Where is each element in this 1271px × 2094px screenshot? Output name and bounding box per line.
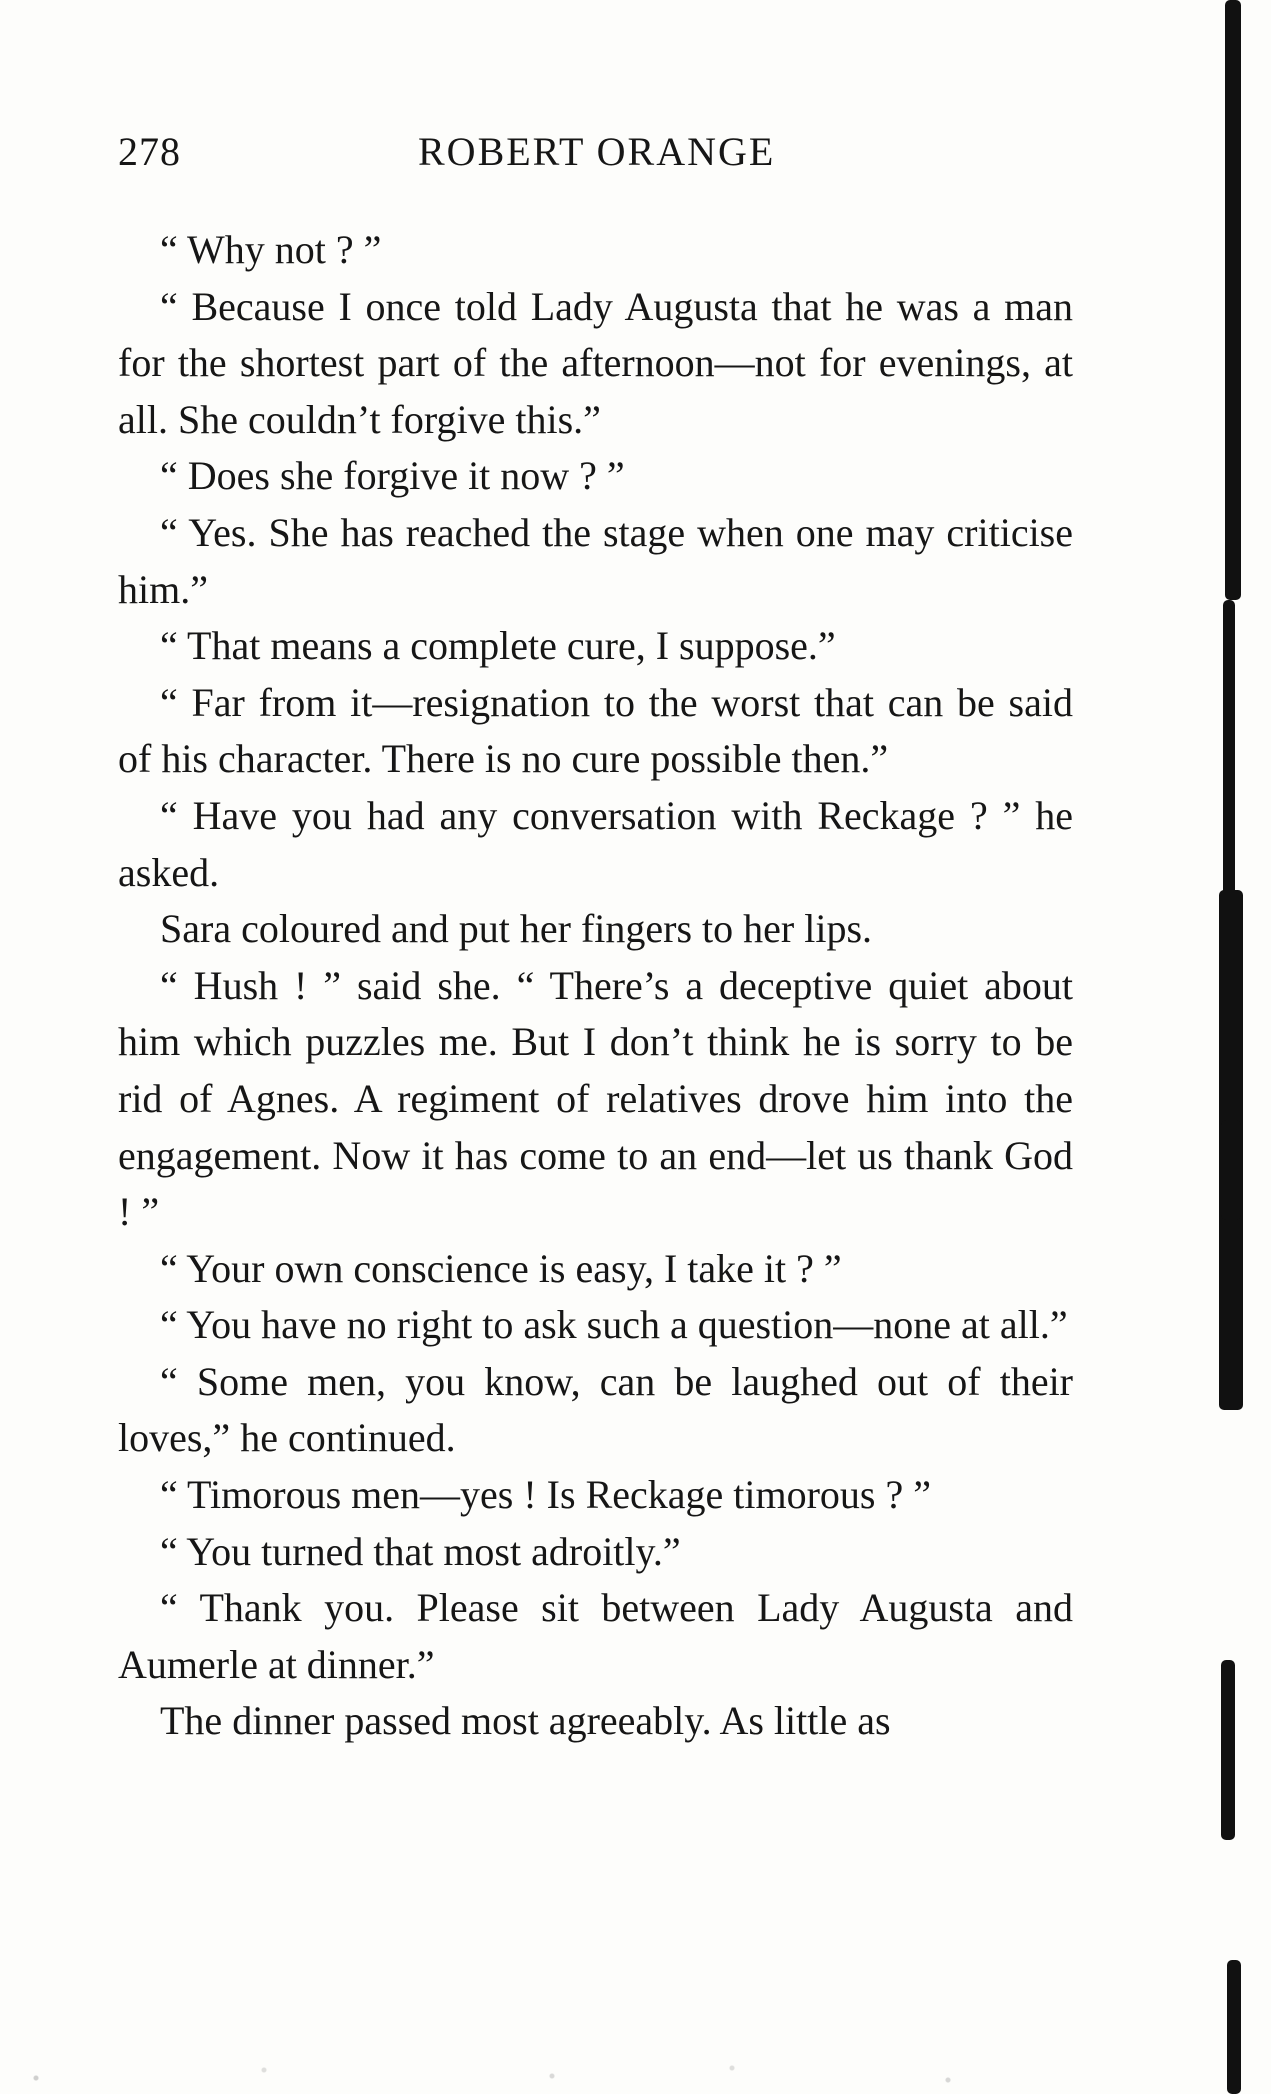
paragraph: “ You have no right to ask such a question—none at all.” xyxy=(160,1302,1068,1348)
paragraph: “ Your own conscience is easy, I take it ? ” xyxy=(160,1245,842,1291)
paragraph: Sara coloured and put her fingers to her lips. xyxy=(160,906,873,952)
paragraph: “ Yes. She has reached the stage when one may criticise him.” xyxy=(118,509,1073,612)
paragraph: “ You turned that most adroitly.” xyxy=(160,1528,681,1574)
paragraph: “ Does she forgive it now ? ” xyxy=(160,453,625,499)
body-text xyxy=(118,222,1073,1750)
running-head xyxy=(118,128,1073,178)
paragraph: “ Some men, you know, can be laughed out of their loves,” he continued. xyxy=(118,1358,1073,1461)
paragraph: “ That means a complete cure, I suppose.” xyxy=(160,623,836,669)
paragraph: The dinner passed most agreeably. As little as xyxy=(160,1698,891,1744)
paragraph: “ Because I once told Lady Augusta that he was a man for the shortest part of the afternoon—not for evenings, at all. She couldn’t forgive this.” xyxy=(118,283,1073,442)
paragraph: “ Far from it—resignation to the worst that can be said of his character. There is no cure possible then.” xyxy=(118,679,1073,782)
paragraph: “ Have you had any conversation with Reckage ? ” he asked. xyxy=(118,792,1073,895)
paragraph: “ Why not ? ” xyxy=(160,227,382,272)
edge-shadow-segment xyxy=(1225,0,1241,600)
edge-shadow-segment xyxy=(1221,1660,1235,1840)
running-title: ROBERT ORANGE xyxy=(418,129,776,174)
edge-shadow-segment xyxy=(1221,1120,1241,1220)
scan-specks xyxy=(0,2054,1200,2094)
edge-shadow-segment xyxy=(1223,600,1235,930)
paragraph: “ Timorous men—yes ! Is Reckage timorous ? ” xyxy=(160,1472,931,1518)
page-number: 278 xyxy=(118,129,181,174)
paragraph: “ Thank you. Please sit between Lady Augusta and Aumerle at dinner.” xyxy=(118,1585,1073,1687)
paragraph: “ Hush ! ” said she. “ There’s a deceptive quiet about him which puzzles me. But I don’t think he is sorry to be rid of Agnes. A regiment of relatives drove him into the engagement. Now it has come to an end—let us thank God ! ” xyxy=(118,962,1073,1235)
edge-shadow-segment xyxy=(1227,1960,1241,2094)
page-edge-shadow xyxy=(1201,0,1271,2094)
